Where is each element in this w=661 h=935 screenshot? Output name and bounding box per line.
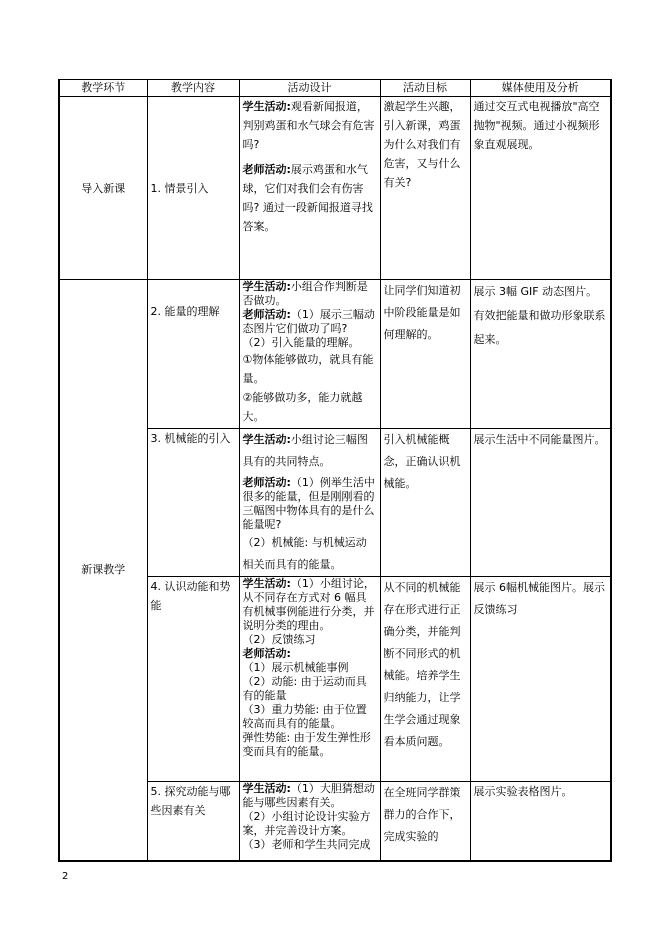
- activity-cell: 学生活动:观看新闻报道，判别鸡蛋和水气球会有危害吗? 老师活动:展示鸡蛋和水气球，它们对我们会有伤害吗? 通过一段新闻报道寻找答案。: [239, 97, 380, 280]
- topic-cell: 4. 认识动能和势能: [147, 577, 239, 782]
- media-cell: 展示 6幅机械能图片。展示反馈练习: [470, 577, 611, 782]
- header-activity: 活动设计: [239, 80, 380, 97]
- table-row: [59, 280, 611, 429]
- activity-cell: 学生活动:小组讨论三幅图具有的共同特点。 老师活动:（1）例举生活中很多的能量，但是刚刚看的三幅图中物体具有的是什么能量呢? （2）机械能: 与机械运动相关而具有的能量。: [239, 429, 380, 577]
- topic-cell: 2. 能量的理解: [147, 280, 239, 429]
- stage-cell: 导入新课: [59, 97, 147, 280]
- goal-cell: 让同学们知道初中阶段能量是如何理解的。: [380, 280, 470, 429]
- table-row: [59, 97, 611, 280]
- header-media: 媒体使用及分析: [470, 80, 611, 97]
- activity-cell: 学生活动:（1）大胆猜想动能与哪些因素有关。 （2）小组讨论设计实验方案，并完善设计方案。 （3）老师和学生共同完成: [239, 782, 380, 861]
- activity-cell: 学生活动:小组合作判断是否做功。 老师活动:（1）展示三幅动态图片它们做功了吗? （2）引入能量的理解。 ①物体能够做功，就具有能量。 ②能够做功多，能力就越大。: [239, 280, 380, 429]
- media-cell: 展示 3幅 GIF 动态图片。有效把能量和做功形象联系起来。: [470, 280, 611, 429]
- topic-cell: 3. 机械能的引入: [147, 429, 239, 577]
- media-cell: 展示生活中不同能量图片。: [470, 429, 611, 577]
- media-cell: 通过交互式电视播放"高空抛物"视频。通过小视频形象直观展现。: [470, 97, 611, 280]
- goal-cell: 激起学生兴趣，引入新课，鸡蛋为什么对我们有危害，又与什么有关?: [380, 97, 470, 280]
- lesson-plan-table: [58, 79, 612, 862]
- topic-cell: 5. 探究动能与哪些因素有关: [147, 782, 239, 861]
- header-row: [59, 80, 611, 97]
- goal-cell: 在全班同学群策群力的合作下，完成实验的: [380, 782, 470, 861]
- goal-cell: 从不同的机械能存在形式进行正确分类，并能判断不同形式的机械能。培养学生归纳能力，让学生学会通过现象看本质问题。: [380, 577, 470, 782]
- topic-cell: 1. 情景引入: [147, 97, 239, 280]
- header-stage: 教学环节: [59, 80, 147, 97]
- page-number: 2: [62, 871, 69, 882]
- media-cell: 展示实验表格图片。: [470, 782, 611, 861]
- activity-cell: 学生活动:（1）小组讨论，从不同存在方式对 6 幅具有机械事例能进行分类，并说明分类的理由。 （2）反馈练习 老师活动: （1）展示机械能事例 （2）动能: 由于运动而具有的能量 （3）重力势能: 由于位置较高而具有的能量。 弹性势能: 由于发生弹性形变而具有的能量。: [239, 577, 380, 782]
- goal-cell: 引入机械能概念，正确认识机械能。: [380, 429, 470, 577]
- stage-cell: 新课教学: [59, 280, 147, 861]
- header-goal: 活动目标: [380, 80, 470, 97]
- header-content: 教学内容: [147, 80, 239, 97]
